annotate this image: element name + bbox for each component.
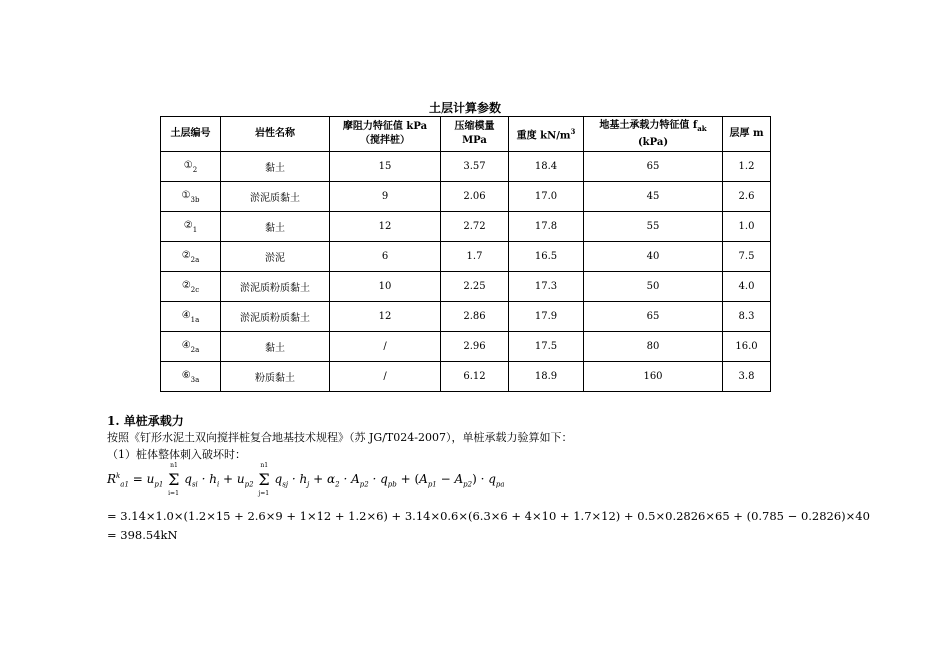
layer-id-sub: 2 <box>192 166 198 174</box>
cell-friction: 6 <box>330 242 441 272</box>
header-modulus <box>441 117 509 152</box>
table-row <box>161 182 771 212</box>
summation-1: Σ n1 i=1 <box>168 462 180 497</box>
bearing-capacity-formula: $R^k_{a1} = u_{p1}$ Σ n1 i=1 $q_{si} \cdot h_i + u_{p2}$ Σ n1 j=1 $q_{sj} \cdot h_j + \alpha_2 \cdot A_{p2} \cdot q_{pb} + (A_{p1} - A_{p2}) \cdot q_{pa}$ <box>107 462 505 497</box>
cell-unit-weight: 18.9 <box>509 362 584 392</box>
cell-layer-id <box>161 182 221 212</box>
cell-bearing: 50 <box>584 272 723 302</box>
layer-id-main: ① <box>183 160 193 171</box>
header-unit-weight-sup: 3 <box>570 126 576 136</box>
cell-thickness: 3.8 <box>723 362 771 392</box>
section-heading: 1. 单桩承载力 <box>107 414 184 428</box>
cell-layer-id <box>161 332 221 362</box>
paragraph-code-reference: 按照《钉形水泥土双向搅拌桩复合地基技术规程》（苏 JG/T024-2007），单桩承载力验算如下： <box>107 431 573 444</box>
cell-thickness: 16.0 <box>723 332 771 362</box>
header-unit-weight <box>509 117 584 152</box>
cell-unit-weight: 16.5 <box>509 242 584 272</box>
formula-lhs-sup: k <box>116 472 121 480</box>
header-modulus-line1: 压缩模量 <box>454 121 495 132</box>
header-rock-name: 岩性名称 <box>221 117 330 152</box>
header-bearing-line2: (kPa) <box>637 136 669 148</box>
cell-rock-name: 淤泥质黏土 <box>221 182 330 212</box>
cell-bearing: 55 <box>584 212 723 242</box>
header-friction-line2: （搅拌桩） <box>360 135 410 146</box>
table-row <box>161 212 771 242</box>
header-thickness: 层厚 m <box>723 117 771 152</box>
cell-bearing: 65 <box>584 152 723 182</box>
layer-id-sub: 3b <box>190 196 200 204</box>
cell-rock-name: 粉质黏土 <box>221 362 330 392</box>
cell-unit-weight: 17.9 <box>509 302 584 332</box>
cell-bearing: 40 <box>584 242 723 272</box>
header-layer-id: 土层编号 <box>161 117 221 152</box>
header-modulus-line2: MPa <box>462 135 487 146</box>
header-bearing-line1: 地基土承载力特征值 f <box>599 119 698 131</box>
cell-modulus: 2.06 <box>441 182 509 212</box>
cell-bearing: 80 <box>584 332 723 362</box>
cell-layer-id <box>161 212 221 242</box>
cell-modulus: 2.96 <box>441 332 509 362</box>
layer-id-main: ② <box>181 250 191 261</box>
cell-modulus: 2.72 <box>441 212 509 242</box>
cell-unit-weight: 18.4 <box>509 152 584 182</box>
cell-modulus: 1.7 <box>441 242 509 272</box>
cell-thickness: 8.3 <box>723 302 771 332</box>
layer-id-sub: 2c <box>190 286 200 294</box>
cell-bearing: 160 <box>584 362 723 392</box>
table-body <box>161 152 771 392</box>
cell-layer-id <box>161 242 221 272</box>
cell-friction: 15 <box>330 152 441 182</box>
cell-rock-name: 黏土 <box>221 152 330 182</box>
layer-id-sub: 1a <box>190 316 200 324</box>
cell-bearing: 65 <box>584 302 723 332</box>
soil-parameters-table <box>160 116 771 392</box>
cell-rock-name: 淤泥质粉质黏土 <box>221 302 330 332</box>
header-bearing <box>584 117 723 152</box>
cell-layer-id <box>161 362 221 392</box>
cell-unit-weight: 17.5 <box>509 332 584 362</box>
layer-id-main: ④ <box>181 340 191 351</box>
formula-lhs: R <box>107 472 117 486</box>
cell-rock-name: 黏土 <box>221 212 330 242</box>
cell-friction: 12 <box>330 212 441 242</box>
cell-thickness: 7.5 <box>723 242 771 272</box>
paragraph-case-1: （1）桩体整体刺入破坏时： <box>107 448 246 461</box>
table-row <box>161 332 771 362</box>
table-row <box>161 302 771 332</box>
calculation-result: = 398.54kN <box>107 528 178 542</box>
layer-id-sub: 1 <box>192 226 198 234</box>
layer-id-sub: 3a <box>190 376 200 384</box>
cell-friction: 10 <box>330 272 441 302</box>
cell-unit-weight: 17.8 <box>509 212 584 242</box>
cell-layer-id <box>161 152 221 182</box>
cell-rock-name: 淤泥 <box>221 242 330 272</box>
table-row <box>161 362 771 392</box>
header-bearing-sub: ak <box>697 123 707 133</box>
cell-unit-weight: 17.0 <box>509 182 584 212</box>
layer-id-main: ② <box>181 280 191 291</box>
table-row <box>161 242 771 272</box>
cell-friction: / <box>330 362 441 392</box>
calculation-line-1: = 3.14×1.0×(1.2×15 + 2.6×9 + 1×12 + 1.2×6) + 3.14×0.6×(6.3×6 + 4×10 + 1.7×12) + 0.5×0.2826×65 + (0.785 − 0.2826)×40 <box>107 509 870 523</box>
cell-thickness: 2.6 <box>723 182 771 212</box>
cell-layer-id <box>161 302 221 332</box>
cell-bearing: 45 <box>584 182 723 212</box>
cell-modulus: 3.57 <box>441 152 509 182</box>
layer-id-main: ④ <box>181 310 191 321</box>
layer-id-sub: 2a <box>190 346 200 354</box>
table-row <box>161 272 771 302</box>
layer-id-main: ⑥ <box>181 370 191 381</box>
cell-thickness: 1.2 <box>723 152 771 182</box>
cell-modulus: 2.25 <box>441 272 509 302</box>
header-friction-line1: 摩阻力特征值 kPa <box>342 121 428 132</box>
table-row <box>161 152 771 182</box>
cell-thickness: 4.0 <box>723 272 771 302</box>
header-unit-weight-text: 重度 kN/m <box>516 130 571 142</box>
cell-rock-name: 淤泥质粉质黏土 <box>221 272 330 302</box>
table-header-row <box>161 117 771 152</box>
cell-modulus: 2.86 <box>441 302 509 332</box>
cell-unit-weight: 17.3 <box>509 272 584 302</box>
table-title: 土层计算参数 <box>428 101 501 115</box>
cell-friction: 9 <box>330 182 441 212</box>
layer-id-main: ① <box>181 190 191 201</box>
cell-rock-name: 黏土 <box>221 332 330 362</box>
header-friction <box>330 117 441 152</box>
summation-2: Σ n1 j=1 <box>258 462 270 497</box>
cell-friction: 12 <box>330 302 441 332</box>
layer-id-main: ② <box>183 220 193 231</box>
formula-lhs-sub: a1 <box>120 480 129 489</box>
cell-modulus: 6.12 <box>441 362 509 392</box>
cell-layer-id <box>161 272 221 302</box>
cell-thickness: 1.0 <box>723 212 771 242</box>
layer-id-sub: 2a <box>190 256 200 264</box>
cell-friction: / <box>330 332 441 362</box>
